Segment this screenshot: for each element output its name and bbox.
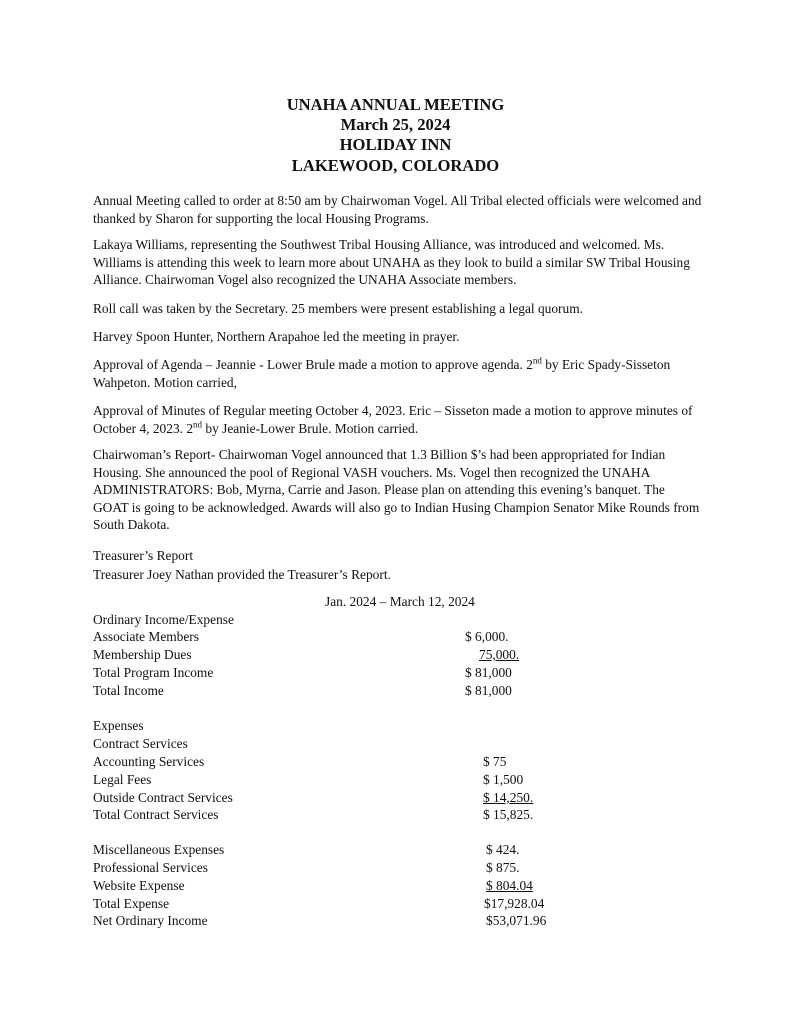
income-row-label: Membership Dues [93, 647, 192, 662]
income-heading: Ordinary Income/Expense [93, 612, 234, 627]
expense-row-amount: $ 14,250. [483, 790, 534, 805]
paragraph-guest-welcome: Lakaya Williams, representing the Southwest Tribal Housing Alliance, was introduced and welcomed. Ms. Williams is attending this week to learn more about UNAHA as they look to build a similar SW Tribal Housing Alliance. Chairwoman Vogel also recognized the UNAHA Associate members. [93, 237, 690, 288]
expense-row-amount: $53,071.96 [486, 913, 547, 928]
expense-row-amount: $ 875. [486, 860, 520, 875]
meeting-location: LAKEWOOD, COLORADO [291, 156, 500, 175]
paragraph-chairwomans-report: Chairwoman’s Report- Chairwoman Vogel announced that 1.3 Billion $’s had been appropriated for Indian Housing. She announced the pool of Regional VASH vouchers. Ms. Vogel then recognized the UNAHA ADMINISTRATORS: Bob, Myrna, Carrie and Jason. Please plan on attending this evening’s banquet. The GOAT is going to be acknowledged. Awards will also go to Indian Husing Champion Senator Mike Rounds from South Dakota. [93, 447, 700, 533]
paragraph-agenda-approval [93, 356, 703, 391]
contract-services-heading: Contract Services [93, 736, 188, 751]
paragraph-call-to-order: Annual Meeting called to order at 8:50 am by Chairwoman Vogel. All Tribal elected officials were welcomed and thanked by Sharon for supporting the local Housing Programs. [93, 193, 702, 226]
report-period: Jan. 2024 – March 12, 2024 [325, 594, 475, 609]
expenses-heading: Expenses [93, 718, 144, 733]
agenda-text-a: Approval of Agenda – Jeannie - Lower Brule made a motion to approve agenda. 2 [93, 357, 533, 372]
income-row-label: Total Income [93, 683, 164, 698]
income-row-amount: $ 81,000 [465, 683, 512, 698]
minutes-superscript: nd [193, 419, 203, 430]
expense-row-amount: $ 424. [486, 842, 520, 857]
paragraph-roll-call: Roll call was taken by the Secretary. 25 members were present establishing a legal quorum. [93, 301, 583, 316]
expense-row-label: Accounting Services [93, 754, 205, 769]
expense-row-label: Net Ordinary Income [93, 913, 208, 928]
minutes-text-b: by Jeanie-Lower Brule. Motion carried. [202, 420, 419, 436]
income-row-amount: $ 81,000 [465, 665, 512, 680]
minutes-text-a: Approval of Minutes of Regular meeting October 4, 2023. Eric – Sisseton made a motion to approve minutes of October 4, 2023. 2 [93, 403, 693, 436]
expense-row-label: Outside Contract Services [93, 790, 233, 805]
paragraph-minutes-approval [93, 402, 703, 437]
income-row-label: Associate Members [93, 629, 199, 644]
expense-row-label: Total Expense [93, 896, 170, 911]
treasurer-heading: Treasurer’s Report [93, 548, 194, 563]
meeting-venue: HOLIDAY INN [339, 135, 452, 154]
expense-row-amount: $ 1,500 [483, 772, 524, 787]
expense-row-amount: $ 804.04 [486, 878, 533, 893]
agenda-text-b: by Eric Spady-Sisseton Wahpeton. Motion carried, [93, 357, 671, 390]
income-row-label: Total Program Income [93, 665, 214, 680]
meeting-date: March 25, 2024 [340, 115, 451, 134]
expense-row-amount: $ 15,825. [483, 807, 534, 822]
agenda-superscript: nd [532, 355, 542, 366]
paragraph-prayer: Harvey Spoon Hunter, Northern Arapahoe led the meeting in prayer. [93, 329, 460, 344]
document-title: UNAHA ANNUAL MEETING [286, 95, 505, 114]
treasurer-intro: Treasurer Joey Nathan provided the Treasurer’s Report. [93, 567, 391, 582]
expense-row-label: Professional Services [93, 860, 208, 875]
expense-row-label: Miscellaneous Expenses [93, 842, 225, 857]
expense-row-amount: $ 75 [483, 754, 507, 769]
income-row-amount: $ 6,000. [465, 629, 509, 644]
expense-row-amount: $17,928.04 [484, 896, 545, 911]
income-row-amount: 75,000. [479, 647, 520, 662]
expense-row-label: Website Expense [93, 878, 185, 893]
expense-row-label: Legal Fees [93, 772, 152, 787]
expense-row-label: Total Contract Services [93, 807, 219, 822]
